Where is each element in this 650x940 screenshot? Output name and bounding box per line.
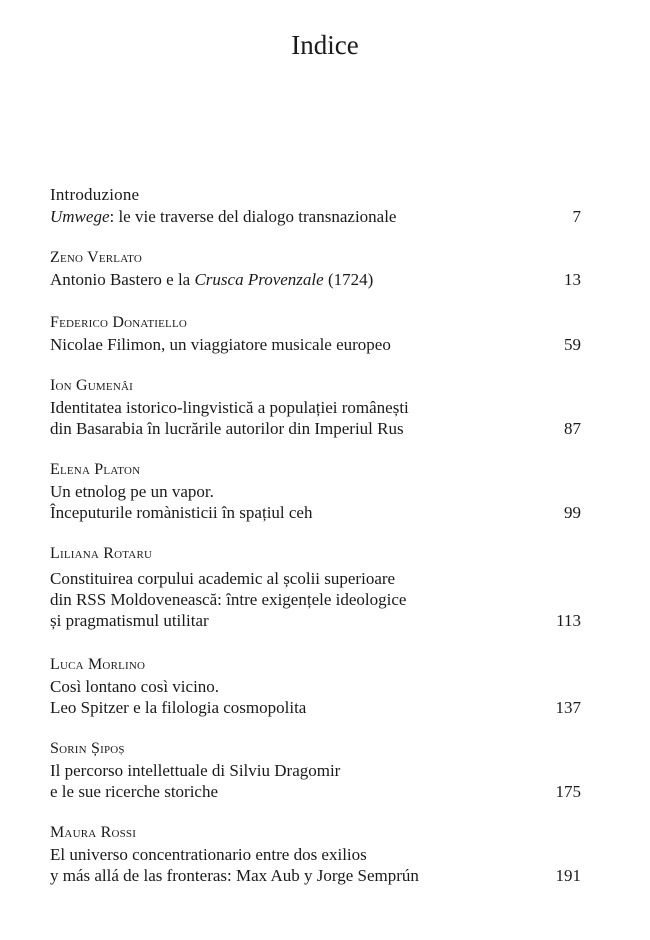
entry-title-line: e le sue ricerche storiche xyxy=(50,782,219,801)
entry-title-line: Così lontano così vicino. xyxy=(50,677,220,696)
entry-title-line: Identitatea istorico-lingvistică a populației românești xyxy=(50,398,409,417)
entry-title-line: și pragmatismul utilitar xyxy=(50,611,209,630)
toc-entry-morlino[interactable] xyxy=(50,654,581,718)
entry-title-line: Nicolae Filimon, un viaggiatore musicale europeo xyxy=(50,335,391,354)
entry-author: Federico Donatiello xyxy=(50,314,188,331)
table-of-contents xyxy=(50,0,581,940)
entry-title-text: : le vie traverse del dialogo transnazionale xyxy=(109,207,397,226)
entry-page-number: 59 xyxy=(564,335,581,354)
toc-entry-platon[interactable] xyxy=(50,459,581,523)
toc-entry-gumenai[interactable] xyxy=(50,375,581,439)
entry-title-line: din Basarabia în lucrările autorilor din Imperiul Rus xyxy=(50,419,404,438)
entry-author: Ion Gumenâi xyxy=(50,377,133,394)
entry-author: Liliana Rotaru xyxy=(50,545,153,562)
entry-page-number: 113 xyxy=(556,611,581,630)
entry-author: Introduzione xyxy=(50,185,140,204)
toc-entry-donatiello[interactable] xyxy=(50,312,581,355)
toc-entry-rossi[interactable] xyxy=(50,822,581,886)
entry-title-line: Leo Spitzer e la filologia cosmopolita xyxy=(50,698,307,717)
entry-page-number: 87 xyxy=(564,419,581,438)
entry-title-line xyxy=(50,206,581,227)
entry-title-line: El universo concentrationario entre dos exilios xyxy=(50,845,367,864)
entry-author: Zeno Verlato xyxy=(50,249,143,266)
entry-author: Elena Platon xyxy=(50,461,141,478)
entry-author: Sorin Șipoș xyxy=(50,740,125,757)
entry-title-line xyxy=(50,269,581,290)
toc-entry-introduzione[interactable] xyxy=(50,184,581,227)
entry-title-line: din RSS Moldovenească: între exigențele ideologice xyxy=(50,590,407,609)
entry-page-number: 99 xyxy=(564,503,581,522)
entry-title-italic: Umwege xyxy=(50,207,110,226)
entry-author: Maura Rossi xyxy=(50,824,137,841)
entry-page-number: 191 xyxy=(555,866,581,885)
page-title: Indice xyxy=(291,30,359,60)
entry-title-text: Antonio Bastero e la xyxy=(50,270,195,289)
entry-page-number: 7 xyxy=(572,207,581,226)
entry-page-number: 137 xyxy=(555,698,581,717)
entry-title-line: y más allá de las fronteras: Max Aub y Jorge Semprún xyxy=(50,866,419,885)
toc-entry-rotaru[interactable] xyxy=(50,543,581,631)
entry-title-line: Începuturile romànisticii în spațiul ceh xyxy=(50,503,313,522)
toc-entry-sipos[interactable] xyxy=(50,738,581,802)
entry-page-number: 175 xyxy=(555,782,581,801)
entry-title-italic: Crusca Provenzale xyxy=(194,270,324,289)
entry-author: Luca Morlino xyxy=(50,656,146,673)
toc-entry-verlato[interactable] xyxy=(50,247,581,290)
entry-title-line: Constituirea corpului academic al școlii superioare xyxy=(50,569,396,588)
entry-page-number: 13 xyxy=(564,270,581,289)
entry-title-line: Un etnolog pe un vapor. xyxy=(50,482,214,501)
entry-title-line: Il percorso intellettuale di Silviu Dragomir xyxy=(50,761,341,780)
entry-title-text: (1724) xyxy=(323,270,374,289)
